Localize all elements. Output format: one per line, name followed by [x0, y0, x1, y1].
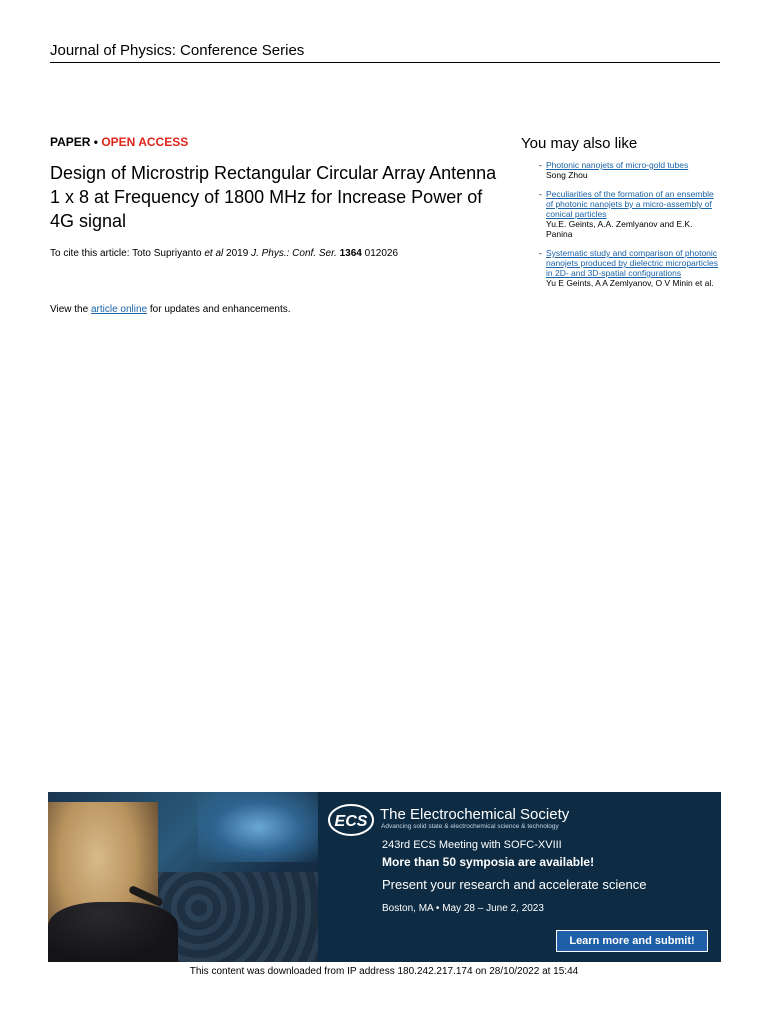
- article-title: Design of Microstrip Rectangular Circular Array Antenna 1 x 8 at Frequency of 1800 MHz for Increase Power of 4G signal: [50, 163, 497, 231]
- list-dash: -: [539, 189, 542, 199]
- related-title: You may also like: [521, 135, 638, 152]
- list-dash: -: [539, 248, 542, 258]
- meeting-location: Boston, MA • May 28 – June 2, 2023: [382, 903, 544, 914]
- learn-more-button[interactable]: Learn more and submit!: [556, 930, 708, 952]
- label-separator: •: [90, 135, 102, 149]
- cite-volume: 1364: [339, 248, 362, 259]
- cite-year: 2019: [223, 248, 252, 259]
- ecs-advertisement-banner[interactable]: [48, 792, 721, 962]
- related-item: [521, 189, 721, 239]
- citation: [50, 248, 510, 259]
- cite-article: 012026: [361, 248, 399, 259]
- cite-etal: et al: [204, 248, 224, 259]
- related-item-link[interactable]: Systematic study and comparison of photonic nanojets produced by dielectric microparticles in 2D- and 3D-spatial configurations: [546, 248, 718, 278]
- view-prefix: View the: [50, 304, 91, 315]
- list-dash: -: [539, 160, 542, 170]
- journal-header: Journal of Physics: Conference Series: [50, 42, 720, 63]
- present-text: Present your research and accelerate science: [382, 877, 647, 892]
- open-access-label: OPEN ACCESS: [101, 135, 189, 149]
- org-name: The Electrochemical Society: [380, 806, 570, 823]
- view-suffix: for updates and enhancements.: [147, 304, 291, 315]
- conference-photo: [48, 792, 318, 962]
- cite-journal: J. Phys.: Conf. Ser.: [251, 248, 337, 259]
- view-online-line: [50, 304, 291, 315]
- related-articles: [521, 135, 721, 297]
- paper-type-label: [50, 135, 188, 149]
- related-item-link[interactable]: Peculiarities of the formation of an ensemble of photonic nanojets by a micro-assembly of conical particles: [546, 189, 714, 219]
- symposia-text: More than 50 symposia are available!: [382, 855, 595, 869]
- related-item: [521, 248, 721, 288]
- ecs-logo-icon: [328, 804, 374, 836]
- paper-type: PAPER: [50, 135, 91, 149]
- speaker-body: [48, 902, 178, 962]
- related-item-authors: Yu.E. Geints, A.A. Zemlyanov and E.K. Panina: [546, 219, 693, 239]
- download-note: This content was downloaded from IP address 180.242.217.174 on 28/10/2022 at 15:44: [189, 966, 579, 977]
- related-item: [521, 160, 721, 180]
- ecs-logo-text: ECS: [334, 813, 368, 830]
- cite-prefix: To cite this article: Toto Supriyanto: [50, 248, 205, 259]
- stage-light: [198, 792, 318, 862]
- related-item-authors: Song Zhou: [546, 170, 588, 180]
- org-tagline: Advancing solid state & electrochemical science & technology: [381, 823, 559, 830]
- related-item-link[interactable]: Photonic nanojets of micro-gold tubes: [546, 160, 689, 170]
- meeting-name: 243rd ECS Meeting with SOFC-XVIII: [382, 839, 562, 851]
- related-item-authors: Yu E Geints, A A Zemlyanov, O V Minin et al.: [546, 278, 714, 288]
- article-online-link[interactable]: article online: [90, 304, 148, 315]
